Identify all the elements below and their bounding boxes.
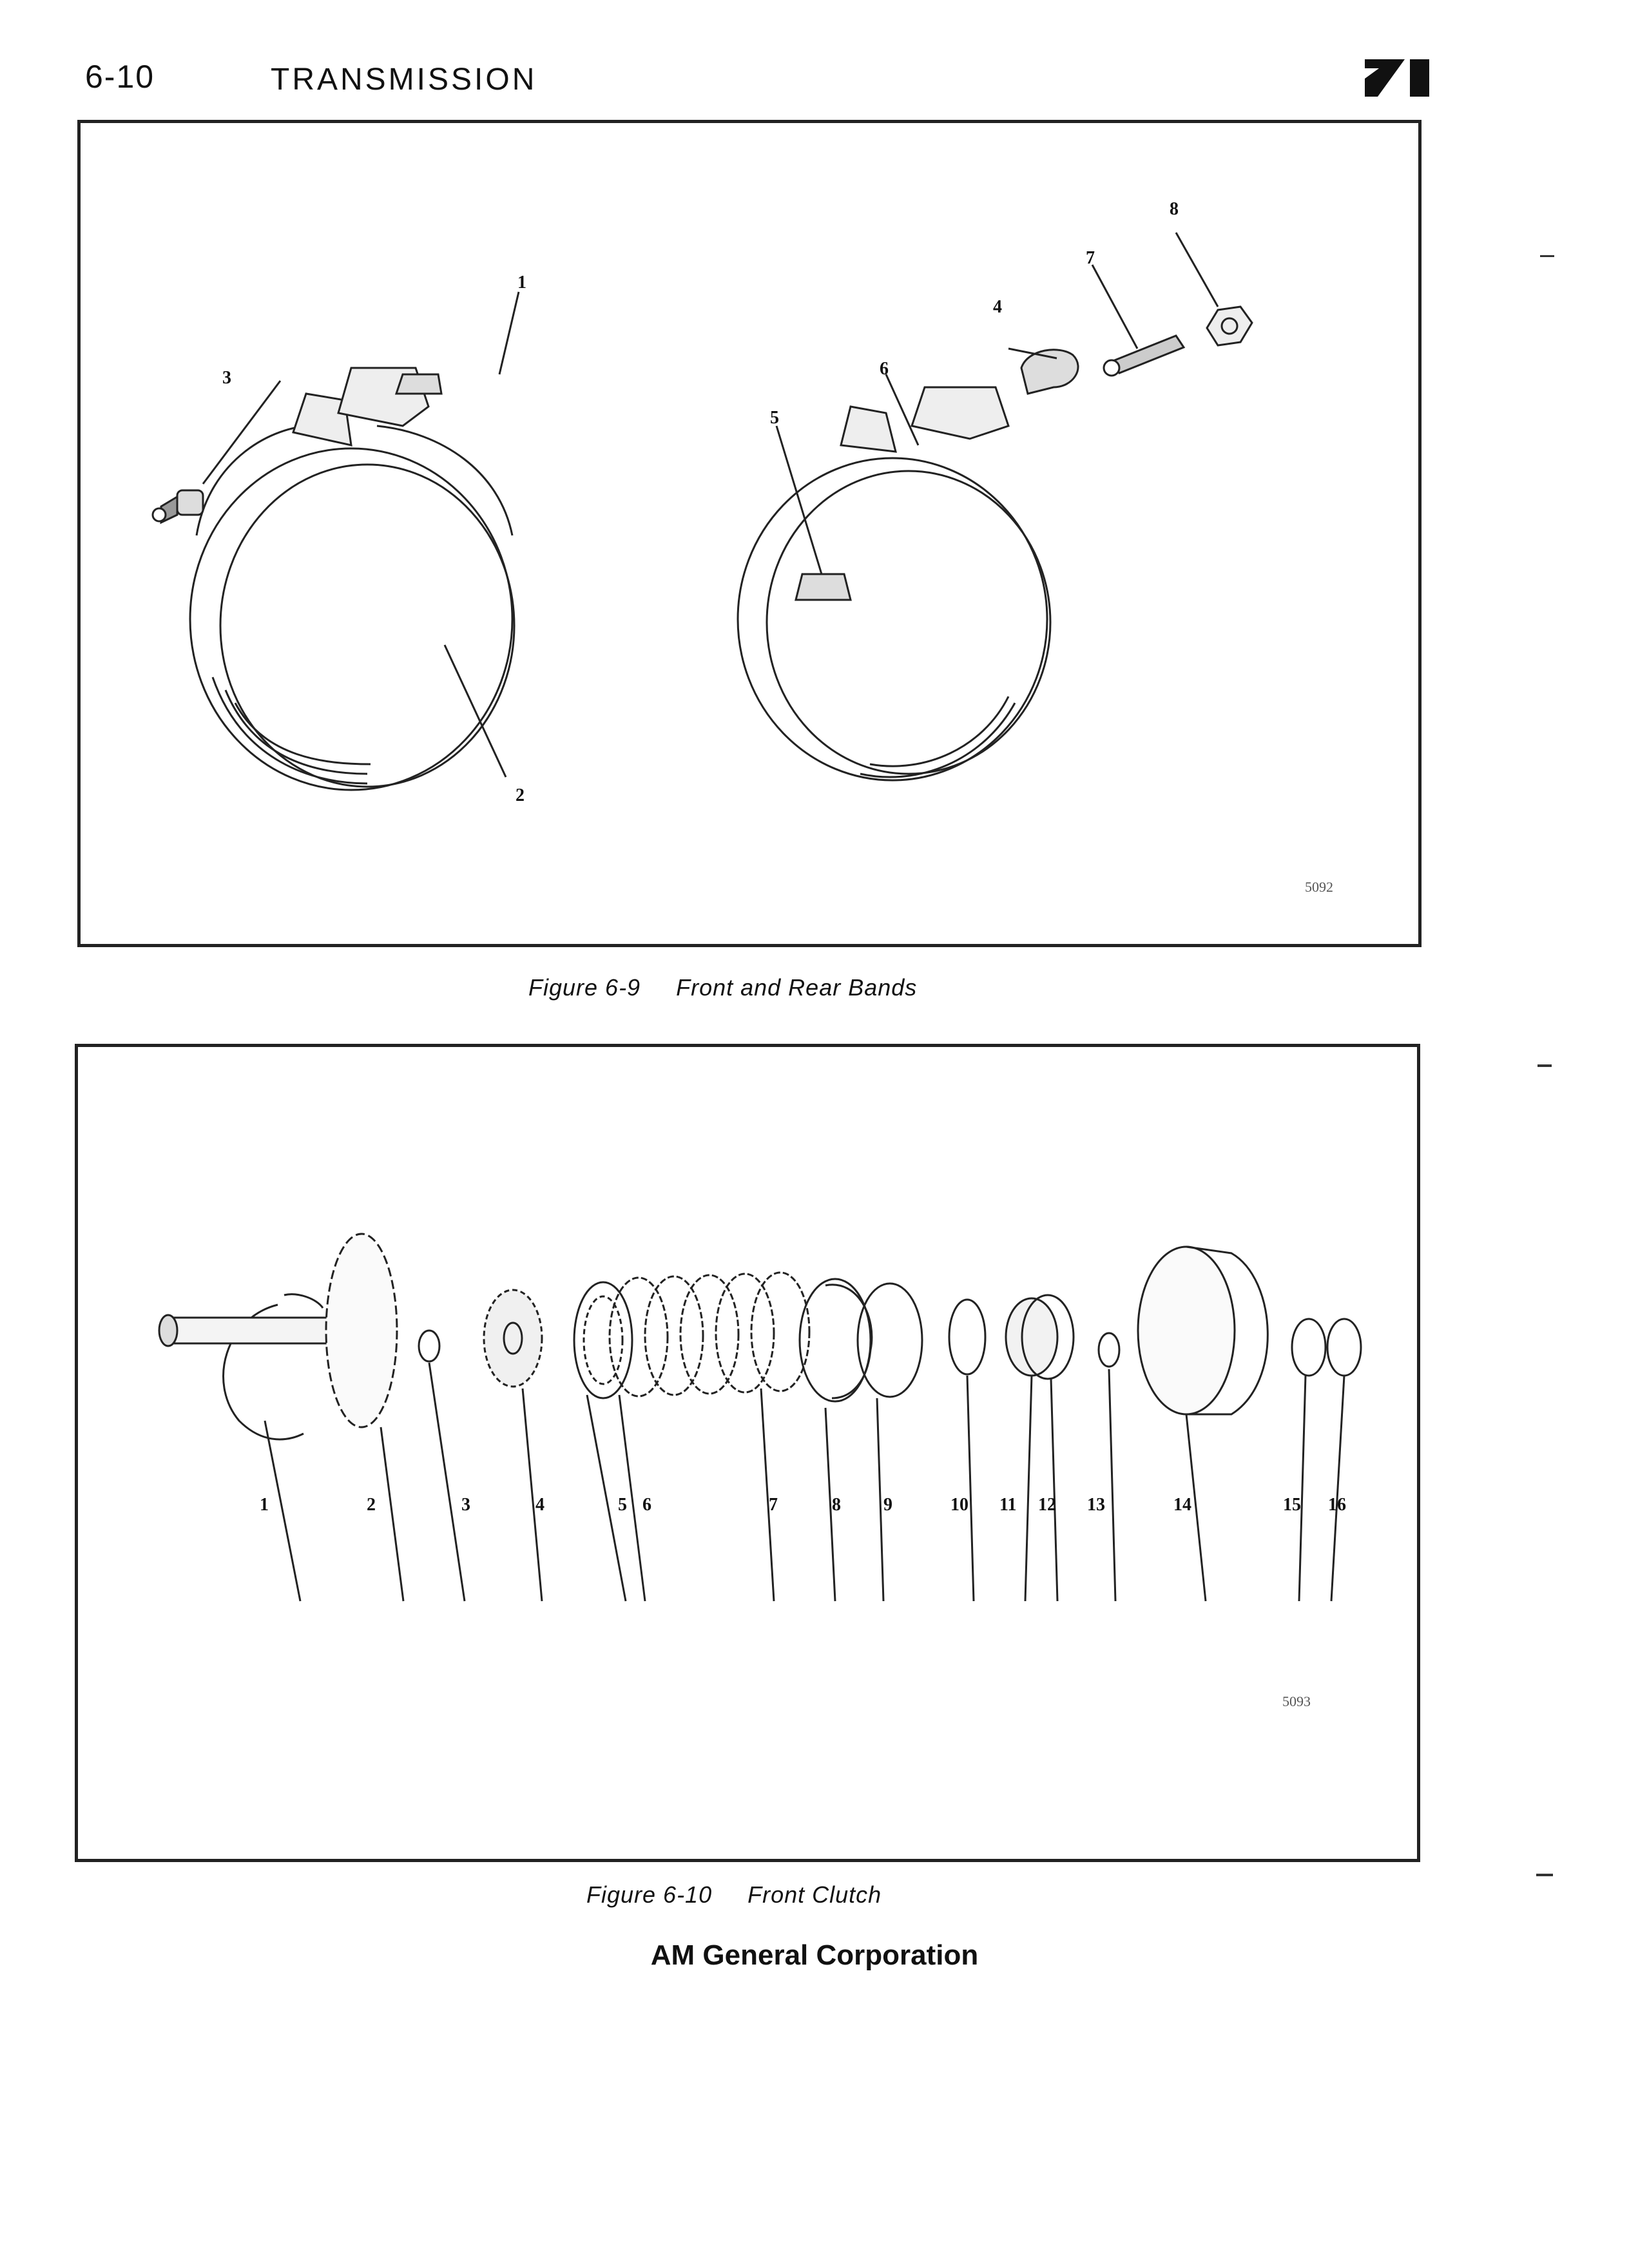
callout-11: 11 [999, 1495, 1017, 1515]
front-clutch-exploded-illustration [78, 1047, 1417, 1859]
figure-6-10-caption: Figure 6-10 Front Clutch [586, 1881, 882, 1908]
page-number: 6-10 [85, 59, 155, 95]
callout-2: 2 [367, 1495, 376, 1515]
publisher-footer: AM General Corporation [650, 1939, 979, 1971]
section-title: TRANSMISSION [271, 62, 537, 97]
margin-mark [1536, 1874, 1553, 1876]
figure-6-9-frame [77, 120, 1422, 947]
callout-12: 12 [1038, 1495, 1056, 1515]
callout-7: 7 [1086, 248, 1095, 268]
callout-6: 6 [880, 359, 889, 379]
callout-13: 13 [1087, 1495, 1105, 1515]
figure-6-10-frame [75, 1044, 1420, 1862]
callout-3: 3 [461, 1495, 470, 1515]
callout-5: 5 [618, 1495, 627, 1515]
callout-15: 15 [1283, 1495, 1301, 1515]
callout-5: 5 [770, 408, 779, 428]
front-rear-bands-illustration [81, 123, 1418, 944]
margin-mark [1537, 1064, 1552, 1067]
figure-6-10-plate-number: 5093 [1282, 1693, 1311, 1709]
callout-10: 10 [950, 1495, 969, 1515]
callout-1: 1 [517, 273, 526, 293]
figure-6-9-plate-number: 5092 [1305, 879, 1333, 895]
callout-3: 3 [222, 368, 231, 388]
callout-16: 16 [1328, 1495, 1346, 1515]
callout-4: 4 [535, 1495, 545, 1515]
callout-8: 8 [1170, 199, 1179, 219]
margin-mark [1540, 255, 1554, 257]
callout-2: 2 [516, 785, 525, 805]
callout-4: 4 [993, 297, 1002, 317]
callout-6: 6 [642, 1495, 651, 1515]
callout-8: 8 [832, 1495, 841, 1515]
callout-9: 9 [883, 1495, 892, 1515]
figure-6-9-caption: Figure 6-9 Front and Rear Bands [528, 974, 918, 1001]
amc-logo-icon [1365, 59, 1429, 97]
callout-7: 7 [769, 1495, 778, 1515]
callout-1: 1 [260, 1495, 269, 1515]
callout-14: 14 [1173, 1495, 1191, 1515]
